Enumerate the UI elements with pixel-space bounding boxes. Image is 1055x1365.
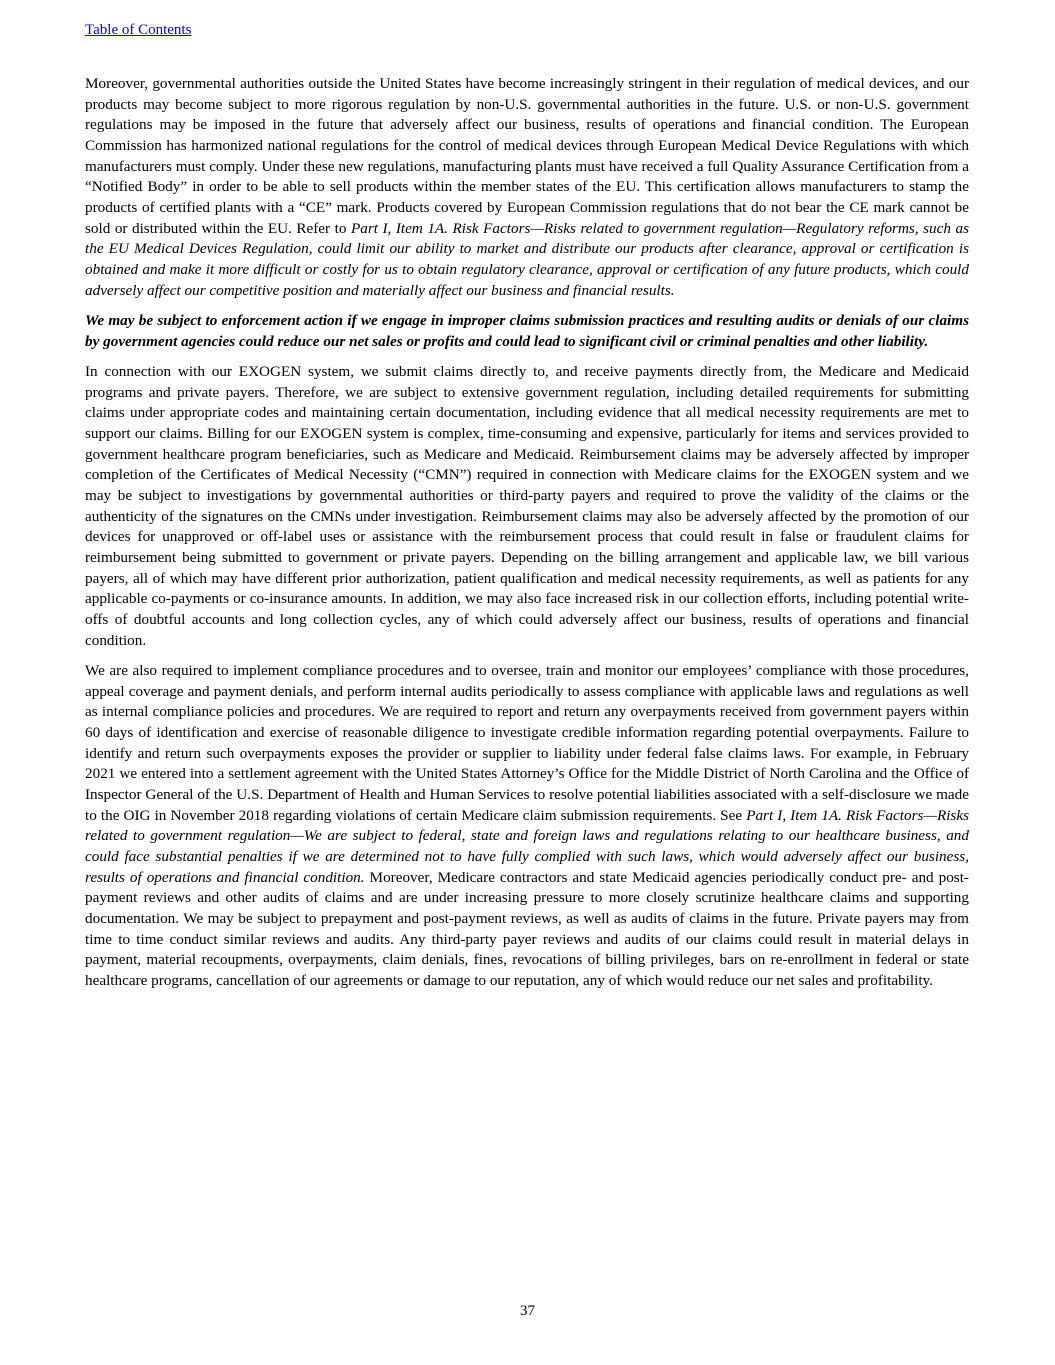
risk-factor-reference: Part I, Item 1A. Risk Factors—Risks related to government regulation—Regulatory reforms, such as the EU Medical Devices Regulation, could limit our ability to market and distribute our products after clearance, approval or certification is obtained and make it more difficult or costly for us to obtain regulatory clearance, approval or certification of any future products, which could adversely affect our competitive position and materially affect our business and financial results.: [85, 219, 969, 299]
table-of-contents-link[interactable]: Table of Contents: [85, 22, 192, 38]
risk-factor-heading: [85, 311, 969, 352]
paragraph-text: In connection with our EXOGEN system, we submit claims directly to, and receive payments directly from, the Medicare and Medicaid programs and private payers. Therefore, we are subject to extensive government regulation, including detailed requirements for submitting claims under appropriate codes and maintaining certain documentation, including evidence that all medical necessity requirements are met to support our claims. Billing for our EXOGEN system is complex, time-consuming and expensive, particularly for items and services provided to government healthcare program beneficiaries, such as Medicare and Medicaid. Reimbursement claims may be adversely affected by improper completion of the Certificates of Medical Necessity (“CMN”) required in connection with Medicare claims for the EXOGEN system and we may be subject to investigations by governmental authorities or third-party payers and required to prove the validity of the claims or the authenticity of the signatures on the CMNs under investigation. Reimbursement claims may also be adversely affected by the promotion of our devices for unapproved or off-label uses or assistance with the reimbursement process that could result in false or fraudulent claims for reimbursement being submitted to government or private payers. Depending on the billing arrangement and applicable law, we bill various payers, all of which may have different prior authorization, patient qualification and medical necessity requirements, as well as patients for any applicable co-payments or co-insurance amounts. In addition, we may also face increased risk in our collection efforts, including potential write-offs of doubtful accounts and long collection cycles, any of which could adversely affect our business, results of operations and financial condition.: [85, 363, 969, 649]
heading-text: We may be subject to enforcement action if we engage in improper claims submission practices and resulting audits or denials of our claims by government agencies could reduce our net sales or profits and could lead to significant civil or criminal penalties and other liability.: [85, 312, 969, 350]
paragraph-eu-regulation: [85, 74, 969, 301]
paragraph-text: Moreover, Medicare contractors and state Medicaid agencies periodically conduct pre- and post-payment reviews and other audits of claims and are under increasing pressure to more closely scrutinize healthcare claims and supporting documentation. We may be subject to prepayment and post-payment reviews, as well as audits of claims in the future. Private payers may from time to time conduct similar reviews and audits. Any third-party payer reviews and audits of our claims could result in material delays in payment, material recoupments, overpayments, claim denials, fines, revocations of billing privileges, bars on re-enrollment in federal or state healthcare programs, cancellation of our agreements or damage to our reputation, any of which would reduce our net sales and profitability.: [85, 868, 969, 989]
risk-factor-reference: Part I, Item 1A. Risk Factors—Risks related to government regulation—We are subject to federal, state and foreign laws and regulations relating to our healthcare business, and could face substantial penalties if we are determined not to have fully complied with such laws, which would adversely affect our business, results of operations and financial condition.: [85, 806, 969, 886]
paragraph-text: We are also required to implement compliance procedures and to oversee, train and monitor our employees’ compliance with those procedures, appeal coverage and payment denials, and perform internal audits periodically to assess compliance with applicable laws and regulations as well as internal compliance policies and procedures. We are required to report and return any overpayments received from government payers within 60 days of identification and exercise of reasonable diligence to investigate credible information regarding potential overpayments. Failure to identify and return such overpayments exposes the provider or supplier to liability under federal false claims laws. For example, in February 2021 we entered into a settlement agreement with the United States Attorney’s Office for the Middle District of North Carolina and the Office of Inspector General of the U.S. Department of Health and Human Services to resolve potential liabilities associated with a self-disclosure we made to the OIG in November 2018 regarding violations of certain Medicare claim submission requirements. See: [85, 662, 969, 824]
document-body: [85, 74, 969, 1001]
page-number: 37: [520, 1303, 535, 1319]
paragraph-text: Moreover, governmental authorities outside the United States have become increasingly stringent in their regulation of medical devices, and our products may become subject to more rigorous regulation by non-U.S. governmental authorities in the future. U.S. or non-U.S. government regulations may be imposed in the future that adversely affect our business, results of operations and financial condition. The European Commission has harmonized national regulations for the control of medical devices through European Medical Device Regulations with which manufacturers must comply. Under these new regulations, manufacturing plants must have received a full Quality Assurance Certification from a “Notified Body” in order to be able to sell products within the member states of the EU. This certification allows manufacturers to stamp the products of certified plants with a “CE” mark. Products covered by European Commission regulations that do not bear the CE mark cannot be sold or distributed within the EU. Refer to: [85, 75, 969, 237]
paragraph-compliance-procedures: [85, 661, 969, 992]
paragraph-exogen-claims: [85, 362, 969, 651]
